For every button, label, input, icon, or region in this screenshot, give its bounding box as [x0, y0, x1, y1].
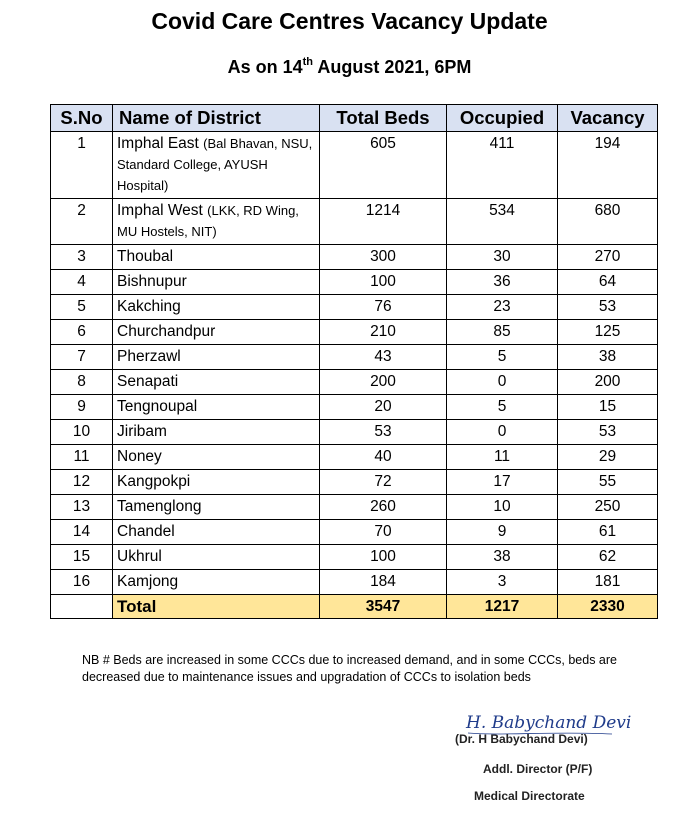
vacancy-cell: 181 [558, 570, 658, 595]
total-beds-cell: 20 [320, 395, 447, 420]
district-cell [113, 370, 320, 395]
district-cell [113, 295, 320, 320]
vacancy-cell: 680 [558, 199, 658, 245]
district-cell [113, 320, 320, 345]
occupied-cell: 17 [447, 470, 558, 495]
signatory-designation: Addl. Director (P/F) [483, 762, 593, 776]
table-row [51, 520, 658, 545]
vacancy-cell: 194 [558, 132, 658, 199]
occupied-sum: 1217 [447, 595, 558, 619]
district-name: Tamenglong [117, 498, 202, 515]
sno-cell: 10 [51, 420, 113, 445]
sno-cell: 6 [51, 320, 113, 345]
total-row [51, 595, 658, 619]
occupied-cell: 5 [447, 345, 558, 370]
total-beds-sum: 3547 [320, 595, 447, 619]
sno-cell: 5 [51, 295, 113, 320]
table-row [51, 270, 658, 295]
total-beds-cell: 100 [320, 545, 447, 570]
district-name: Bishnupur [117, 273, 187, 290]
total-beds-cell: 260 [320, 495, 447, 520]
sno-cell: 7 [51, 345, 113, 370]
district-name: Imphal East [117, 135, 199, 152]
column-header-occupied: Occupied [447, 105, 558, 132]
sno-cell: 16 [51, 570, 113, 595]
occupied-cell: 3 [447, 570, 558, 595]
district-cell [113, 570, 320, 595]
occupied-cell: 534 [447, 199, 558, 245]
total-beds-cell: 210 [320, 320, 447, 345]
total-beds-cell: 53 [320, 420, 447, 445]
table-row [51, 445, 658, 470]
district-name: Imphal West [117, 202, 203, 219]
vacancy-cell: 53 [558, 295, 658, 320]
subtitle-date-prefix: As on 14 [227, 57, 303, 77]
footnote: NB # Beds are increased in some CCCs due to increased demand, and in some CCCs, beds are decreased due to maintenance issues and upgradation of CCCs to isolation beds [82, 653, 617, 684]
vacancy-cell: 200 [558, 370, 658, 395]
vacancy-cell: 125 [558, 320, 658, 345]
sno-cell: 3 [51, 245, 113, 270]
total-beds-cell: 40 [320, 445, 447, 470]
occupied-cell: 38 [447, 545, 558, 570]
district-cell [113, 445, 320, 470]
total-label: Total [113, 595, 320, 619]
total-beds-cell: 72 [320, 470, 447, 495]
district-cell [113, 270, 320, 295]
total-beds-cell: 76 [320, 295, 447, 320]
district-name: Pherzawl [117, 348, 181, 365]
total-beds-cell: 100 [320, 270, 447, 295]
column-header-district: Name of District [113, 105, 320, 132]
total-beds-cell: 1214 [320, 199, 447, 245]
district-cell [113, 199, 320, 245]
table-row [51, 345, 658, 370]
vacancy-cell: 38 [558, 345, 658, 370]
district-name: Thoubal [117, 248, 174, 265]
total-empty-cell [51, 595, 113, 619]
column-header-vacancy: Vacancy [558, 105, 658, 132]
signatory-name: (Dr. H Babychand Devi) [455, 732, 588, 746]
district-name: Senapati [117, 373, 179, 390]
occupied-cell: 5 [447, 395, 558, 420]
column-header-sno: S.No [51, 105, 113, 132]
occupied-cell: 36 [447, 270, 558, 295]
occupied-cell: 9 [447, 520, 558, 545]
district-cell [113, 395, 320, 420]
district-details: (LKK, RD Wing, MU Hostels, NIT) [117, 203, 299, 239]
vacancy-cell: 270 [558, 245, 658, 270]
table-row [51, 295, 658, 320]
district-name: Kakching [117, 298, 181, 315]
vacancy-cell: 61 [558, 520, 658, 545]
vacancy-cell: 62 [558, 545, 658, 570]
district-details: (Bal Bhavan, NSU, Standard College, AYUSH Hospital) [117, 136, 313, 193]
subtitle-date-ordinal: th [302, 56, 314, 68]
sno-cell: 15 [51, 545, 113, 570]
vacancy-cell: 55 [558, 470, 658, 495]
table-row [51, 395, 658, 420]
total-beds-cell: 184 [320, 570, 447, 595]
vacancy-cell: 250 [558, 495, 658, 520]
occupied-cell: 0 [447, 420, 558, 445]
sno-cell: 4 [51, 270, 113, 295]
table-row [51, 245, 658, 270]
table-row [51, 470, 658, 495]
district-cell [113, 470, 320, 495]
subtitle-date-suffix: August 2021, 6PM [313, 57, 472, 77]
table-row [51, 132, 658, 199]
total-beds-cell: 300 [320, 245, 447, 270]
district-name: Jiribam [117, 423, 167, 440]
sno-cell: 2 [51, 199, 113, 245]
district-name: Kangpokpi [117, 473, 191, 490]
table-row [51, 370, 658, 395]
table-row [51, 199, 658, 245]
district-name: Ukhrul [117, 548, 162, 565]
sno-cell: 8 [51, 370, 113, 395]
vacancy-cell: 15 [558, 395, 658, 420]
total-beds-cell: 605 [320, 132, 447, 199]
district-name: Churchandpur [117, 323, 216, 340]
sno-cell: 13 [51, 495, 113, 520]
district-cell [113, 345, 320, 370]
sno-cell: 12 [51, 470, 113, 495]
district-name: Chandel [117, 523, 175, 540]
table-row [51, 320, 658, 345]
occupied-cell: 10 [447, 495, 558, 520]
vacancy-cell: 64 [558, 270, 658, 295]
table-row [51, 420, 658, 445]
table-row [51, 545, 658, 570]
sno-cell: 14 [51, 520, 113, 545]
total-beds-cell: 43 [320, 345, 447, 370]
occupied-cell: 0 [447, 370, 558, 395]
vacancy-cell: 29 [558, 445, 658, 470]
sno-cell: 9 [51, 395, 113, 420]
district-name: Noney [117, 448, 162, 465]
page-title: Covid Care Centres Vacancy Update [151, 8, 548, 34]
occupied-cell: 23 [447, 295, 558, 320]
signature-text: H. Babychand Devi [466, 713, 632, 733]
table-row [51, 570, 658, 595]
sno-cell: 11 [51, 445, 113, 470]
table-header-row [51, 105, 658, 132]
signatory-department: Medical Directorate [474, 789, 585, 803]
column-header-total-beds: Total Beds [320, 105, 447, 132]
table-body [51, 132, 658, 619]
district-cell [113, 245, 320, 270]
page-subtitle [0, 56, 699, 78]
vacancy-cell: 53 [558, 420, 658, 445]
vacancy-sum: 2330 [558, 595, 658, 619]
total-beds-cell: 70 [320, 520, 447, 545]
occupied-cell: 11 [447, 445, 558, 470]
district-cell [113, 520, 320, 545]
occupied-cell: 85 [447, 320, 558, 345]
sno-cell: 1 [51, 132, 113, 199]
district-name: Tengnoupal [117, 398, 198, 415]
vacancy-table [50, 104, 658, 619]
occupied-cell: 411 [447, 132, 558, 199]
district-cell [113, 420, 320, 445]
district-cell [113, 132, 320, 199]
district-name: Kamjong [117, 573, 179, 590]
district-cell [113, 545, 320, 570]
table-row [51, 495, 658, 520]
occupied-cell: 30 [447, 245, 558, 270]
total-beds-cell: 200 [320, 370, 447, 395]
district-cell [113, 495, 320, 520]
